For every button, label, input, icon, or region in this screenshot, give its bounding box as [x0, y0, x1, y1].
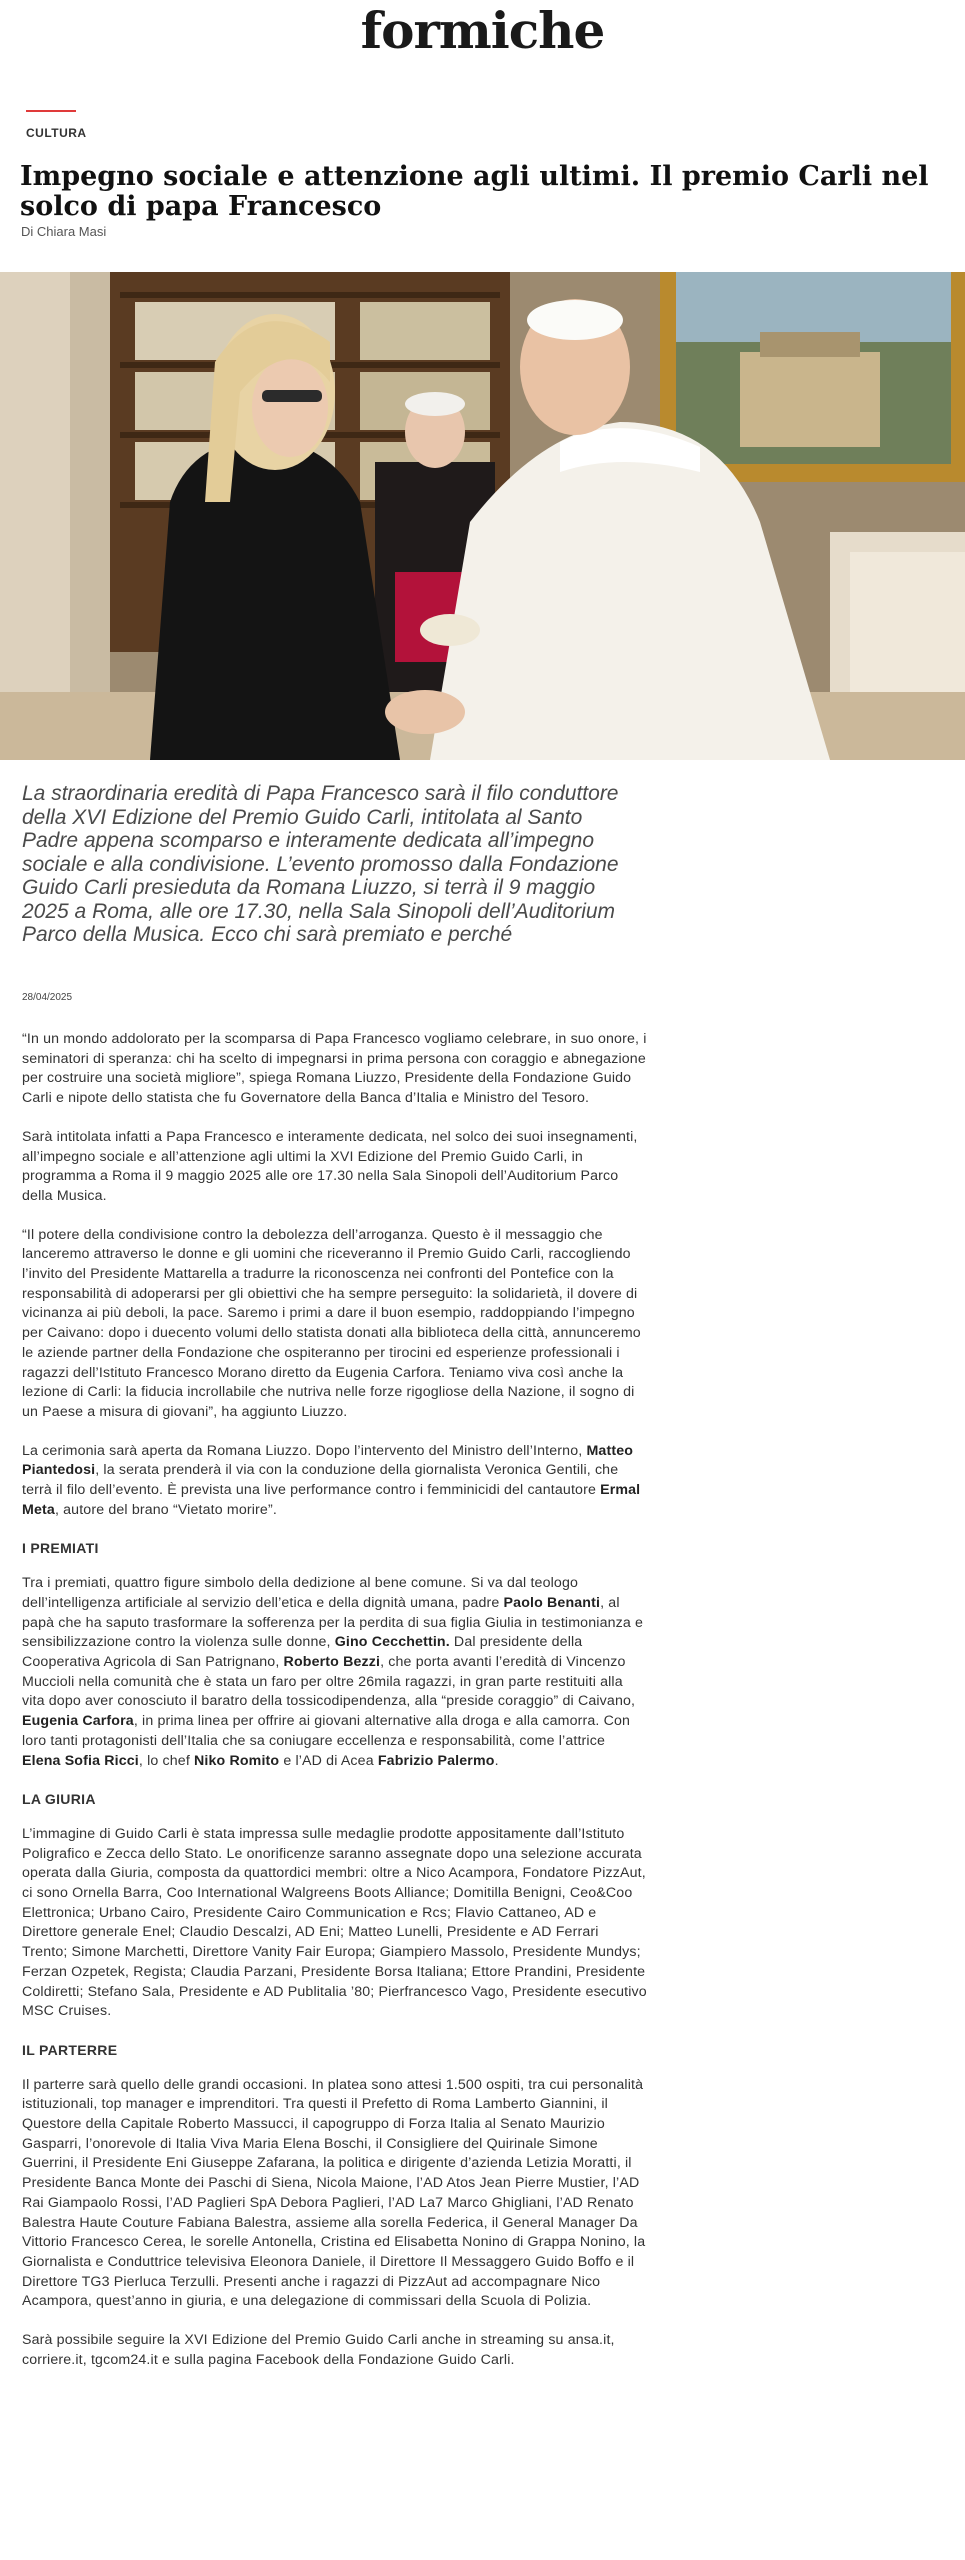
body-paragraph: Il parterre sarà quello delle grandi occasioni. In platea sono attesi 1.500 ospiti, tra cui personalità istituzionali, top manager e imprenditori. Tra questi il Prefetto di Roma Lamberto Giannini, il Questore della Capitale Roberto Massucci, il capogruppo di Forza Italia al Senato Maurizio Gasparri, l’onorevole di Italia Viva Maria Elena Boschi, il Consigliere del Quirinale Simone Guerrini, il Presidente Eni Giuseppe Zafarana, la politica e dirigente d’azienda Letizia Moratti, il Presidente Banca Monte dei Paschi di Siena, Nicola Maione, l’AD Atos Jean Pierre Mustier, l’AD Rai Giampaolo Rossi, l’AD Paglieri SpA Debora Paglieri, l’AD La7 Marco Ghigliani, l’AD Renato Balestra Haute Couture Fabiana Balestra, assieme alla sorella Federica, il General Manager Da Vittorio Francesco Cerea, le sorelle Antonella, Cristina ed Elisabetta Nonino di Grappa Nonino, la Giornalista e Conduttrice televisiva Eleonora Daniele, il Direttore Il Messaggero Guido Boffo e il Direttore TG3 Pierluca Terzulli. Presenti anche i ragazzi di PizzAut ad accompagnare Nico Acampora, quest’anno in giuria, e una delegazione di commissari della Scuola di Polizia.	[22, 2076, 646, 2310]
article-date: 28/04/2025	[22, 992, 73, 1003]
text-run: , la serata prenderà il via con la conduzione della giornalista Veronica Gentili, che terrà il filo dell’evento. È prevista una live performance contro i femminicidi del cantautore	[22, 1462, 619, 1499]
subheading-premiati: I PREMIATI	[22, 1540, 99, 1557]
person-name: Gino Cecchettin.	[334, 1634, 450, 1651]
text-run: .	[494, 1752, 499, 1769]
body-paragraph: L’immagine di Guido Carli è stata impressa sulle medaglie prodotte appositamente dall’Istituto Poligrafico e Zecca dello Stato. Le onorificenze saranno assegnate dopo una selezione accurata operata dalla Giuria, composta da quattordici membri: oltre a Nico Acampora, Fondatore PizzAut, ci sono Ornella Barra, Coo International Walgreens Boots Alliance; Domitilla Benigni, Ceo&Coo Elettronica; Urbano Cairo, Presidente Cairo Communication e Rcs; Flavio Cattaneo, AD e Direttore generale Enel; Claudio Descalzi, AD Eni; Matteo Lunelli, Presidente e AD Ferrari Trento; Simone Marchetti, Direttore Vanity Fair Europa; Giampiero Massolo, Presidente Mundys; Ferzan Ozpetek, Regista; Claudia Parzani, Presidente Borsa Italiana; Ettore Prandini, Presidente Coldiretti; Stefano Sala, Presidente e AD Publitalia ’80; Pierfrancesco Vago, Presidente esecutivo MSC Cruises.	[22, 1825, 647, 2020]
article-title: Impegno sociale e attenzione agli ultimi. Il premio Carli nel solco di papa Francesco	[20, 161, 929, 222]
person-name: Niko Romito	[194, 1752, 280, 1769]
person-name: Ermal Meta	[22, 1482, 641, 1518]
body-paragraph: “In un mondo addolorato per la scomparsa di Papa Francesco vogliamo celebrare, in suo onore, i seminatori di speranza: chi ha scelto di impegnarsi in prima persona con coraggio e abnegazione per costruire una società migliore”, spiega Romana Liuzzo, Presidente della Fondazione Guido Carli e nipote dello statista che fu Governatore della Banca d’Italia e Ministro del Tesoro.	[22, 1031, 647, 1107]
article-hero-image	[0, 272, 965, 760]
text-run: e l’AD di Acea	[279, 1752, 378, 1769]
masthead	[0, 0, 965, 100]
text-run: , in prima linea per offrire ai giovani alternative alla droga e alla camorra. Con loro tanti protagonisti dell’Italia che sa coniugare eccellenza e responsabilità, come l’attrice	[22, 1713, 631, 1749]
body-paragraph: Sarà intitolata infatti a Papa Francesco e interamente dedicata, nel solco dei suoi insegnamenti, all’impegno sociale e all’attenzione agli ultimi la XVI Edizione del Premio Guido Carli, in programma a Roma il 9 maggio 2025 alle ore 17.30 nella Sala Sinopoli dell’Auditorium Parco della Musica.	[22, 1128, 638, 1204]
text-run: , al papà che ha saputo trasformare la sofferenza per la perdita di sua figlia Giulia in testimonianza e sensibilizzazione contro la violenza sulle donne,	[22, 1594, 644, 1651]
text-run: , lo chef	[138, 1752, 195, 1769]
section-accent-line	[26, 110, 76, 112]
section-header	[26, 110, 87, 140]
site-logo[interactable]: formiche	[360, 1, 605, 60]
person-name: Paolo Benanti	[503, 1594, 601, 1611]
text-run: , che porta avanti l’eredità di Vincenzo Muccioli nella comunità che è stata un faro per oltre 26mila ragazzi, in gran parte restituiti alla vita dopo aver conosciuto il baratro della tossicodipendenza, alla “preside coraggio” di Caivano,	[22, 1653, 636, 1710]
body-paragraph: Sarà possibile seguire la XVI Edizione del Premio Guido Carli anche in streaming su ansa.it, corriere.it, tgcom24.it e sulla pagina Facebook della Fondazione Guido Carli.	[22, 2332, 615, 2368]
text-run: , autore del brano “Vietato morire”.	[54, 1501, 277, 1518]
person-name: Matteo Piantedosi	[22, 1442, 634, 1479]
text-run: Dal presidente della Cooperativa Agricola di San Patrignano,	[22, 1634, 583, 1670]
article-lead: La straordinaria eredità di Papa Francesco sarà il filo conduttore della XVI Edizione del Premio Guido Carli, intitolata al Santo Padre appena scomparso e interamente dedicata all’impegno sociale e alla condivisione. L’evento promosso dalla Fondazione Guido Carli presieduta da Romana Liuzzo, si terrà il 9 maggio 2025 a Roma, alle ore 17.30, nella Sala Sinopoli dell’Auditorium Parco della Musica. Ecco chi sarà premiato e perché	[22, 782, 619, 946]
person-name: Eugenia Carfora	[22, 1713, 134, 1730]
person-name: Elena Sofia Ricci	[22, 1752, 139, 1769]
hero-photo-illustration	[0, 272, 965, 760]
person-name: Fabrizio Palermo	[377, 1752, 495, 1769]
subheading-giuria: LA GIURIA	[22, 1791, 96, 1808]
section-label[interactable]: CULTURA	[26, 126, 87, 140]
body-paragraph	[22, 1574, 647, 1771]
subheading-parterre: IL PARTERRE	[22, 2041, 118, 2058]
body-paragraph: “Il potere della condivisione contro la debolezza dell’arroganza. Questo è il messaggio che lanceremo attraverso le donne e gli uomini che riceveranno il Premio Guido Carli, raccogliendo l’invito del Presidente Mattarella a tradurre la riconoscenza nei confronti del Pontefice con la responsabilità di adoperarsi per gli obiettivi che ha sempre perseguito: la solidarietà, il dovere di vicinanza ai più deboli, la pace. Saremo i primi a dare il buon esempio, raddoppiando l’impegno per Caivano: dopo i duecento volumi dello statista donati alla biblioteca della città, annunceremo le aziende partner della Fondazione che ospiteranno per tirocini ed esperienze professionali i ragazzi dell’Istituto Francesco Morano diretto da Eugenia Carfora. Teniamo viva così anche la lezione di Carli: la fiducia incrollabile che nutriva nelle forze rigogliose della Nazione, il sogno di un Paese a misura di giovani”, ha aggiunto Liuzzo.	[22, 1226, 641, 1420]
article-body	[22, 1030, 647, 2389]
text-run: Tra i premiati, quattro figure simbolo della dedizione al bene comune. Si va dal teologo dell’intelligenza artificiale al servizio dell’etica e della dignità umana, padre	[22, 1575, 579, 1611]
article-byline: Di Chiara Masi	[21, 224, 107, 239]
person-name: Roberto Bezzi	[283, 1653, 381, 1670]
text-run: La cerimonia sarà aperta da Romana Liuzzo. Dopo l’intervento del Ministro dell’Interno,	[22, 1442, 587, 1459]
body-paragraph	[22, 1442, 647, 1521]
